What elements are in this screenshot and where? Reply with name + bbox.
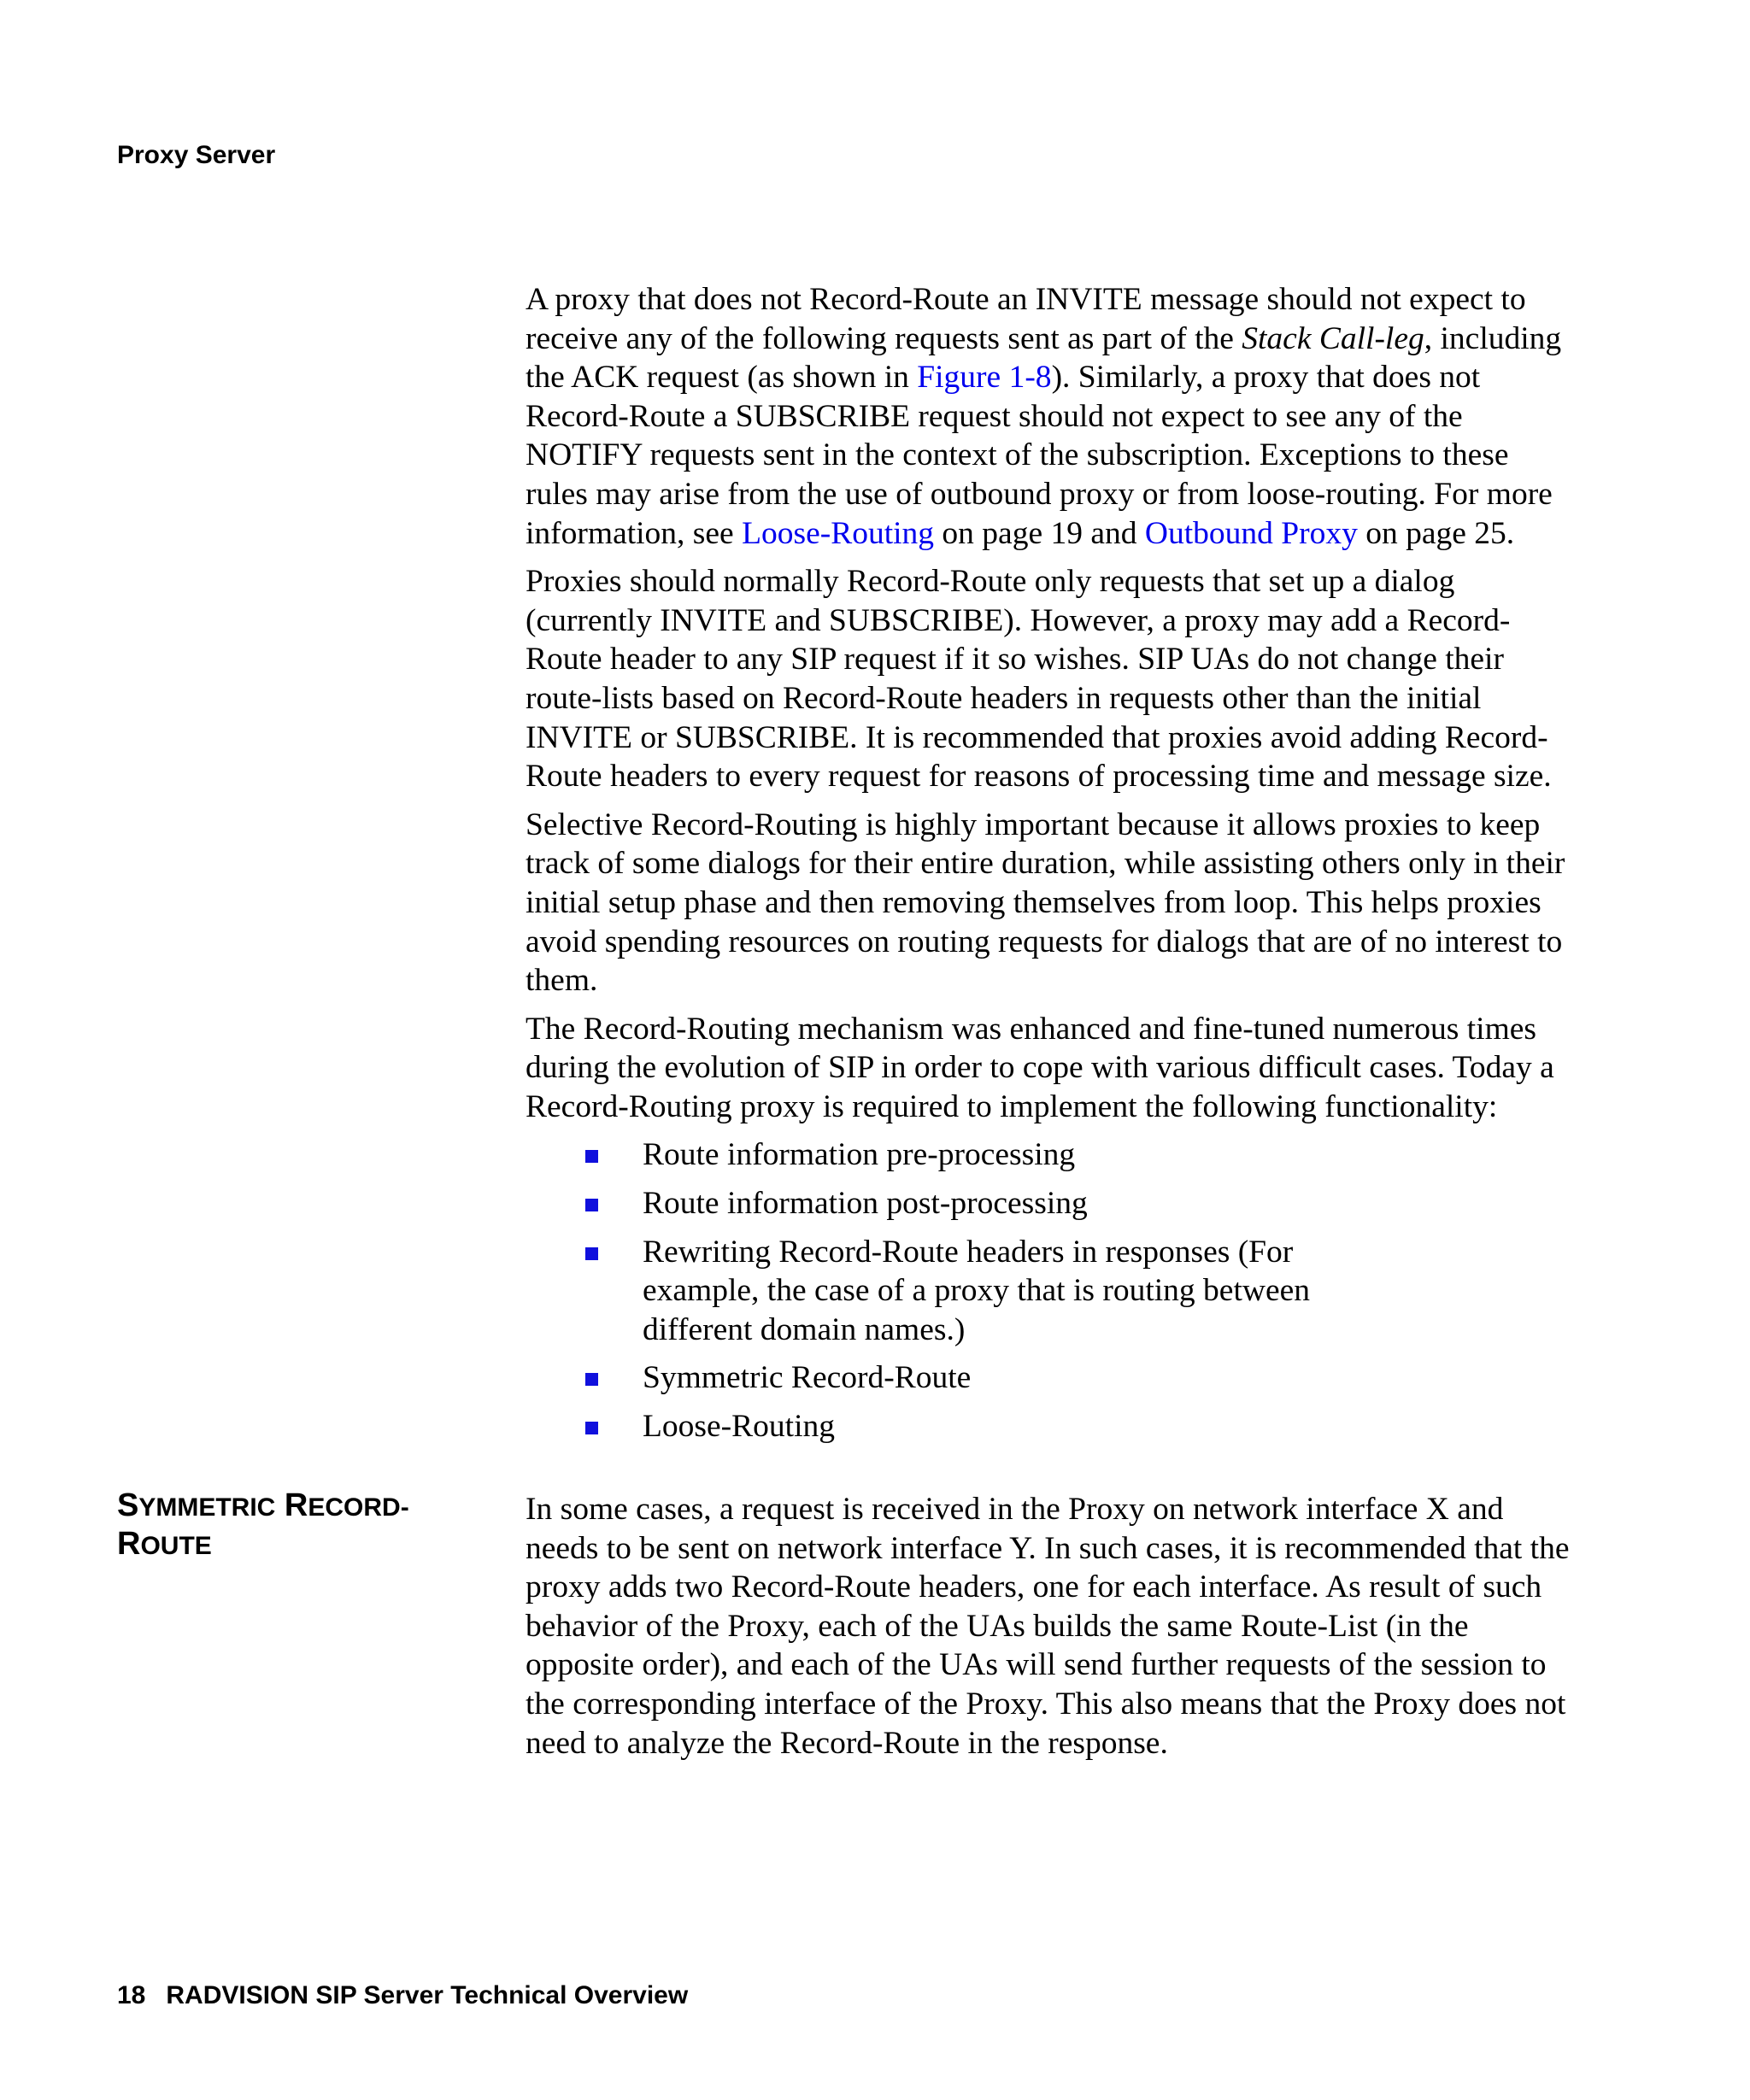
functionality-list: [526, 1135, 1577, 1446]
square-bullet-icon: [585, 1247, 598, 1260]
document-title: RADVISION SIP Server Technical Overview: [166, 1981, 689, 2009]
list-item: [526, 1358, 1395, 1398]
p1-text-4: on page 19 and: [934, 515, 1145, 551]
page-footer: [117, 1980, 688, 2011]
list-item: [526, 1233, 1395, 1350]
stack-call-leg-term: Stack Call-leg: [1242, 320, 1424, 356]
list-item-text: Route information post-processing: [643, 1186, 1088, 1222]
list-item-text: Rewriting Record-Route headers in responses (For example, the case of a proxy that is routing between different domain names.): [643, 1234, 1310, 1347]
square-bullet-icon: [585, 1199, 598, 1211]
square-bullet-icon: [585, 1373, 598, 1386]
paragraph-symmetric-record-route: In some cases, a request is received in the Proxy on network interface X and needs to be sent on network interface Y. In such cases, it is recommended that the proxy adds two Record-Route headers, one for each interface. As result of such behavior of the Proxy, each of the UAs builds the same Route-List (in the opposite order), and each of the UAs will send further requests of the session to the corresponding interface of the Proxy. This also means that the Proxy does not need to analyze the Record-Route in the response.: [526, 1492, 1570, 1761]
heading-line-2: ROUTE: [117, 1526, 212, 1562]
figure-1-8-link[interactable]: Figure 1-8: [917, 360, 1052, 396]
section-heading-symmetric-record-route: [117, 1487, 476, 1564]
outbound-proxy-link[interactable]: Outbound Proxy: [1144, 515, 1358, 551]
list-item: [526, 1135, 1395, 1175]
paragraph-selective-record-routing: Selective Record-Routing is highly important because it allows proxies to keep track of some dialogs for their entire duration, while assisting others only in their initial setup phase and then removing themselves from loop. This helps proxies avoid spending resources on routing requests for dialogs that are of no interest to them.: [526, 807, 1565, 999]
paragraph-record-route-invite: [526, 280, 1577, 553]
square-bullet-icon: [585, 1150, 598, 1163]
main-body: [526, 280, 1577, 1456]
list-item: [526, 1407, 1395, 1446]
paragraph-record-routing-mechanism: The Record-Routing mechanism was enhanced and fine-tuned numerous times during the evolution of SIP in order to cope with various difficult cases. Today a Record-Routing proxy is required to implement the following functionality:: [526, 1011, 1554, 1124]
page-number: 18: [117, 1981, 146, 2009]
p1-text-1: A proxy that does not Record-Route an INVITE message should not expect to receive any of the following requests sent as part of the: [526, 282, 1526, 356]
p1-text-5: on page 25.: [1357, 515, 1515, 551]
p1-text-2: , including the ACK request (as shown in: [526, 320, 1562, 396]
list-item: [526, 1184, 1395, 1223]
heading-line-1: SYMMETRIC RECORD-: [117, 1487, 409, 1523]
loose-routing-link[interactable]: Loose-Routing: [742, 515, 935, 551]
running-header: Proxy Server: [117, 141, 276, 169]
paragraph-dialog-requests: Proxies should normally Record-Route only requests that set up a dialog (currently INVITE and SUBSCRIBE). However, a proxy may add a Record-Route header to any SIP request if it so wishes. SIP UAs do not change their route-lists based on Record-Route headers in requests other than the initial INVITE or SUBSCRIBE. It is recommended that proxies avoid adding Record-Route headers to every request for reasons of processing time and message size.: [526, 564, 1552, 795]
square-bullet-icon: [585, 1422, 598, 1434]
list-item-text: Loose-Routing: [643, 1409, 835, 1445]
symmetric-record-route-body: [526, 1490, 1577, 1763]
p1-text-3: ). Similarly, a proxy that does not Record-Route a SUBSCRIBE request should not expect to see any of the NOTIFY requests sent in the context of the subscription. Exceptions to these rules may arise from the use of outbound proxy or from loose-routing. For more information, see: [526, 360, 1553, 551]
list-item-text: Route information pre-processing: [643, 1137, 1076, 1173]
list-item-text: Symmetric Record-Route: [643, 1360, 972, 1396]
